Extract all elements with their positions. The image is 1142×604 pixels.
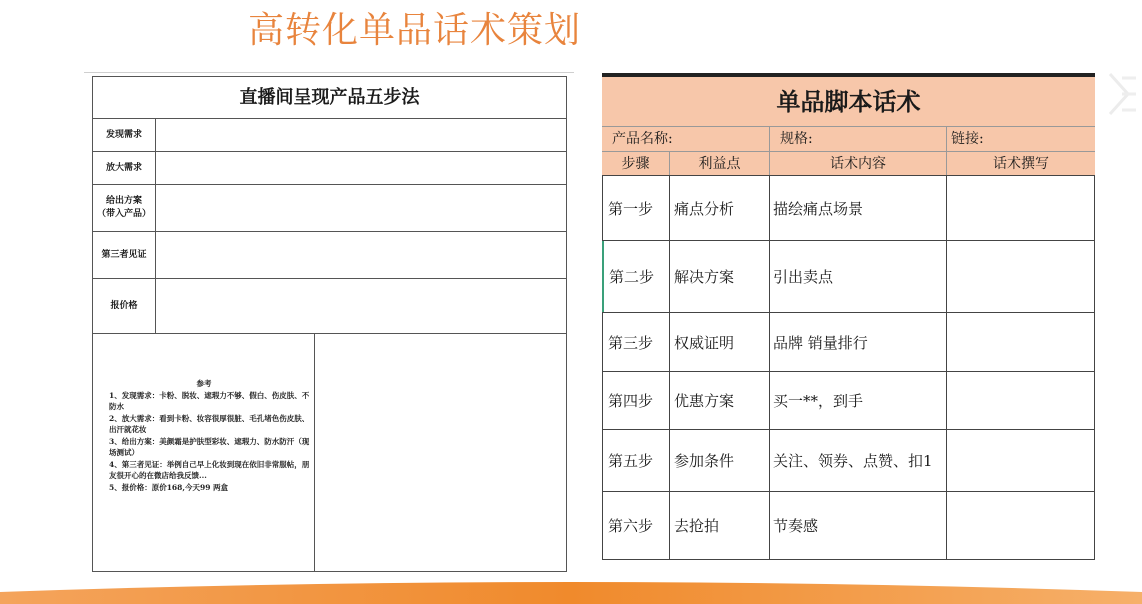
answer-cell (156, 279, 566, 333)
reference-cell (93, 334, 315, 572)
row-label: 报价格 (93, 279, 156, 333)
step-cell: 第五步 (602, 430, 670, 491)
answer-cell (156, 152, 566, 184)
table-row (602, 313, 1095, 372)
five-step-table (93, 118, 566, 333)
table-row (93, 151, 566, 184)
table-row (602, 176, 1095, 241)
benefit-cell: 痛点分析 (670, 176, 770, 240)
link-label: 链接: (951, 131, 984, 147)
spec-label: 规格: (770, 127, 947, 151)
benefit-cell: 参加条件 (670, 430, 770, 491)
reference-line: 5、报价格：原价168,今天99 两盒 (109, 482, 229, 492)
script-table-body (602, 176, 1095, 560)
table-row (602, 241, 1095, 313)
reference-text (97, 378, 311, 493)
table-row (93, 118, 566, 151)
row-label: 给出方案 （带入产品） (93, 185, 156, 231)
column-header-row (602, 152, 1095, 176)
bottom-decorative-band (0, 578, 1142, 604)
benefit-cell: 去抢拍 (670, 492, 770, 559)
write-cell (947, 241, 1095, 312)
faint-decoration-icon (1108, 64, 1138, 124)
row-label: 放大需求 (93, 152, 156, 184)
table-row (602, 430, 1095, 492)
content-cell: 节奏感 (770, 492, 947, 559)
product-script-document (602, 73, 1095, 568)
write-cell (947, 313, 1095, 371)
step-cell: 第二步 (602, 241, 670, 312)
table-row (93, 184, 566, 231)
step-cell: 第六步 (602, 492, 670, 559)
reference-line: 3、给出方案：美颜霜是护肤型彩妆、遮瑕力、防水防汗（现场测试） (109, 436, 310, 457)
reference-area (93, 333, 566, 572)
benefit-cell: 权威证明 (670, 313, 770, 371)
column-header: 利益点 (670, 152, 770, 175)
content-cell: 买一**，到手 (770, 372, 947, 429)
slide-title: 高转化单品话术策划 (248, 10, 582, 51)
table-row (602, 492, 1095, 560)
table-row (93, 278, 566, 333)
product-info-row (602, 127, 1095, 152)
product-name-label: 产品名称: (602, 127, 770, 151)
write-cell (947, 430, 1095, 491)
step-cell: 第四步 (602, 372, 670, 429)
answer-cell (156, 119, 566, 151)
write-cell (947, 372, 1095, 429)
answer-cell (156, 232, 566, 278)
benefit-cell: 解决方案 (670, 241, 770, 312)
column-header: 话术内容 (770, 152, 947, 175)
content-cell: 品牌 销量排行 (770, 313, 947, 371)
five-step-method-document (92, 76, 567, 572)
write-cell (947, 492, 1095, 559)
content-cell: 引出卖点 (770, 241, 947, 312)
table-row (602, 372, 1095, 430)
content-cell: 描绘痛点场景 (770, 176, 947, 240)
reference-line: 2、放大需求：看到卡粉、妆容很厚很脏、毛孔堵色伤皮肤、出汗就花妆 (109, 413, 310, 434)
column-header: 话术撰写 (993, 156, 1049, 172)
row-label: 第三者见证 (93, 232, 156, 278)
page-top-rule (84, 72, 574, 73)
script-title: 单品脚本话术 (602, 77, 1095, 127)
content-cell: 关注、领券、点赞、扣1 (770, 430, 947, 491)
answer-cell (156, 185, 566, 231)
step-cell: 第一步 (602, 176, 670, 240)
column-header: 步骤 (602, 152, 670, 175)
reference-line: 4、第三者见证：举例自己早上化妆到现在依旧非常服帖，朋友很开心的在微店给我反馈... (109, 459, 310, 480)
blank-cell (315, 334, 566, 572)
benefit-cell: 优惠方案 (670, 372, 770, 429)
row-label: 发现需求 (93, 119, 156, 151)
step-cell: 第三步 (602, 313, 670, 371)
document-heading: 直播间呈现产品五步法 (239, 87, 420, 108)
write-cell (947, 176, 1095, 240)
table-row (93, 231, 566, 278)
reference-title: 参考 (196, 379, 212, 388)
reference-line: 1、发现需求：卡粉、脱妆、遮瑕力不够、假白、伤皮肤、不防水 (109, 390, 310, 411)
